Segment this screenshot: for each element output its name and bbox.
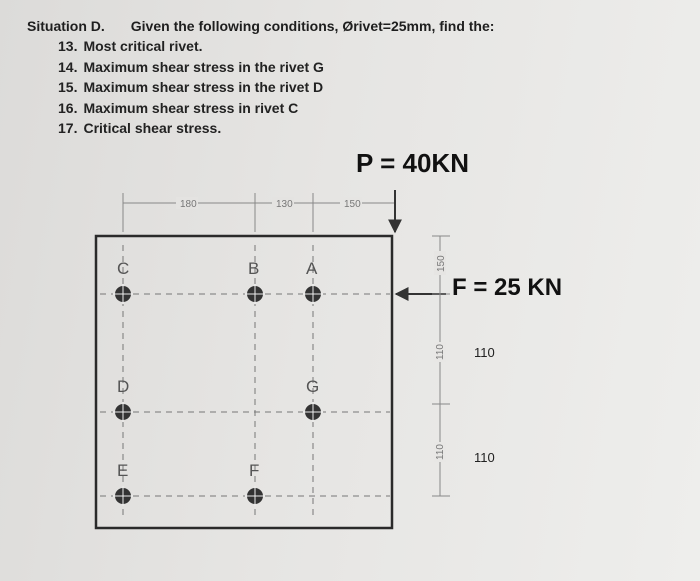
rivet-label-d: D	[117, 377, 130, 396]
dimension-110-vertical: 110	[435, 344, 446, 360]
question-number: 14.	[58, 58, 78, 75]
question-text: Most critical rivet.	[83, 38, 203, 54]
question-text: Maximum shear stress in rivet C	[83, 99, 299, 116]
dimension-130: 130	[276, 199, 293, 210]
connection-plate	[96, 236, 392, 528]
dimension-150: 150	[344, 199, 361, 210]
rivet-label-g: G	[306, 377, 320, 396]
vertical-load-label: P = 40KN	[356, 148, 469, 178]
question-text: Critical shear stress.	[83, 120, 222, 136]
rivet-label-c: C	[117, 259, 130, 278]
row-spacing-label: 110	[474, 450, 495, 465]
rivet-label-b: B	[248, 259, 260, 278]
question-text: Maximum shear stress in the rivet G	[83, 58, 324, 75]
given-conditions: Given the following conditions, Ørivet=25mm, find the:	[130, 18, 495, 34]
question-text: Maximum shear stress in the rivet D	[83, 79, 324, 95]
rivet-label-a: A	[306, 259, 318, 278]
horizontal-load-label: F = 25 KN	[452, 274, 563, 301]
dimension-180: 180	[180, 199, 197, 210]
rivet-label-e: E	[117, 461, 129, 480]
question-number: 13.	[58, 38, 78, 54]
question-number: 15.	[58, 79, 78, 95]
question-number: 16.	[58, 99, 78, 116]
vertical-dimension	[432, 236, 450, 496]
rivet-label-f: F	[249, 461, 260, 480]
row-spacing-label: 110	[474, 345, 495, 360]
horizontal-dimension	[123, 193, 394, 232]
dimension-110-vertical: 110	[435, 444, 446, 460]
rivet-f	[245, 461, 265, 506]
rivet-center-lines	[100, 245, 390, 520]
question-number: 17.	[58, 120, 78, 136]
situation-label: Situation D.	[27, 18, 105, 34]
dimension-150-vertical: 150	[436, 255, 447, 272]
rivet-e	[113, 461, 133, 506]
